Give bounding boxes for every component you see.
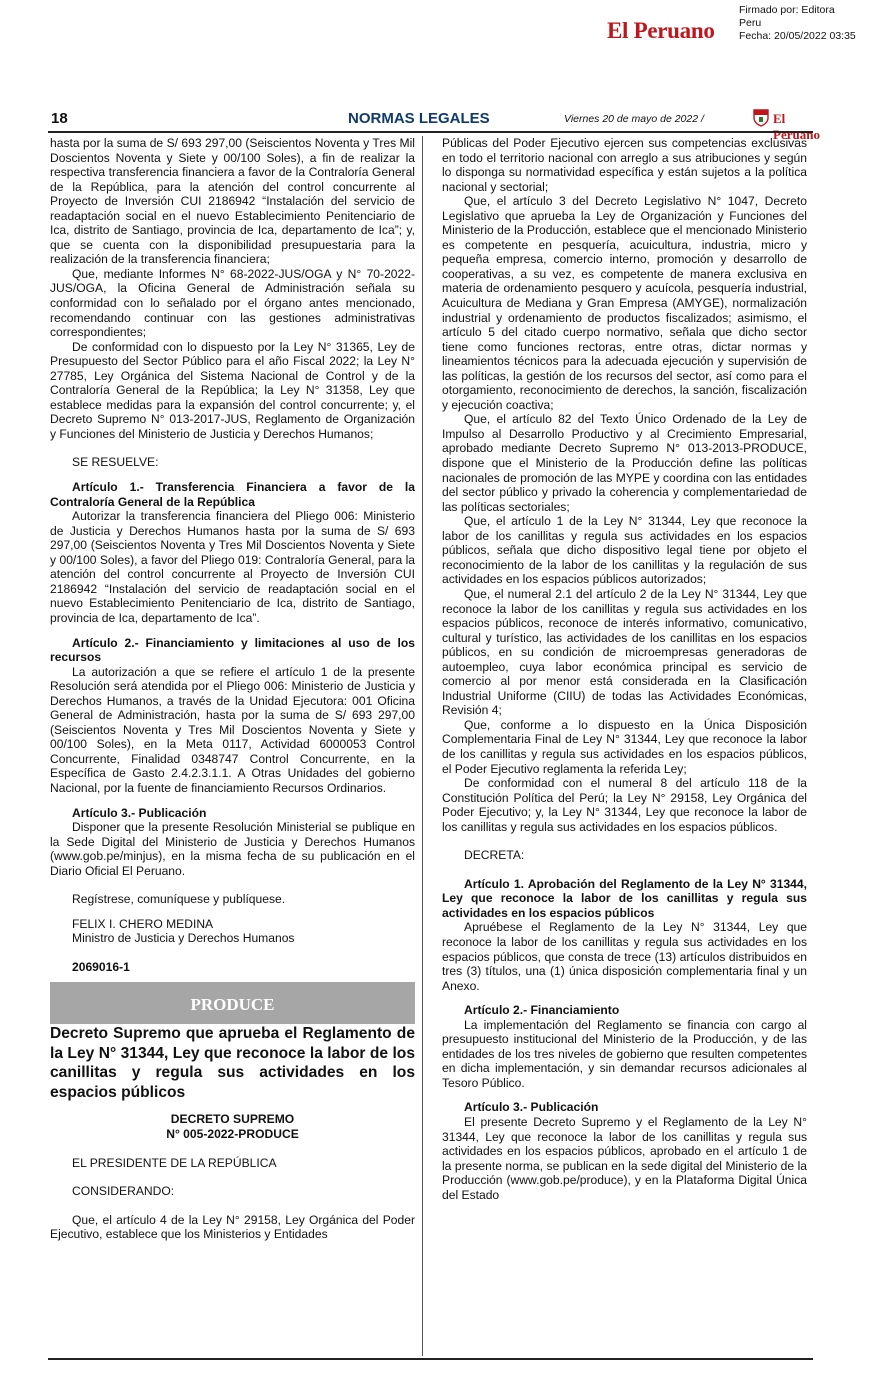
article-title: Artículo 3.- Publicación: [72, 805, 207, 820]
paragraph: Que, el artículo 4 de la Ley N° 29158, Ley Orgánica del Poder Ejecutivo, establece que los Ministerios y Entidades: [50, 1212, 415, 1242]
paragraph: hasta por la suma de S/ 693 297,00 (Seiscientos Noventa y Tres Mil Doscientos Noventa y Siete y 00/100 Soles), a fin de realizar la respectiva transferencia financiera a favor de la Contraloría General de la República, para la atención del control concurrente al Proyecto de Inversión CUI 2186942 “Instalación del servicio de readaptación social en el nuevo Establecimiento Penitenciario de Ica, distrito de Santiago, provincia de Ica, departamento de Ica”; y, que se cuenta con la disponibilidad presupuestaria para la realización de la transferencia financiera;: [50, 136, 415, 267]
column-divider: [422, 136, 423, 1356]
footer-rule: [48, 1358, 813, 1360]
signature-line: Peru: [739, 17, 762, 29]
signer-role: Ministro de Justicia y Derechos Humanos: [72, 931, 295, 946]
issue-date: Viernes 20 de mayo de 2022 /: [564, 113, 704, 125]
paragraph: La implementación del Reglamento se financia con cargo al presupuesto institucional del Ministerio de la Producción, y de las entidades de los tres niveles de gobierno que resulten competentes en dicha implementación, y sin demandar recursos adicionales al Tesoro Público.: [442, 1017, 807, 1090]
paragraph: Que, mediante Informes N° 68-2022-JUS/OGA y N° 70-2022-JUS/OGA, la Oficina General de Administración señala su conformidad con lo señalado por el órgano antes mencionado, recomendando continuar con las gestiones administrativas correspondientes;: [50, 266, 415, 340]
page-number: 18: [51, 110, 68, 127]
paragraph: Disponer que la presente Resolución Ministerial se publique en la Sede Digital del Ministerio de Justicia y Derechos Humanos (www.gob.pe/minjus), en la misma fecha de su publicación en el Diario Oficial El Peruano.: [50, 820, 415, 878]
paragraph: Apruébese el Reglamento de la Ley N° 31344, Ley que reconoce la labor de los canillitas y regula sus actividades en los espacios públicos, que consta de trece (13) artículos distribuidos en tres (3) títulos, una (1) única disposición complementaria final y un Anexo.: [442, 920, 807, 993]
signature-line: Fecha: 20/05/2022 03:35: [739, 30, 856, 42]
article-title: Artículo 2.- Financiamiento: [464, 1003, 620, 1018]
decree-number: N° 005-2022-PRODUCE: [166, 1126, 299, 1141]
sector-banner: PRODUCE: [50, 982, 415, 1024]
paragraph: Autorizar la transferencia financiera del Pliego 006: Ministerio de Justicia y Derechos Humanos hasta por la suma de S/ 693 297,00 (Seiscientos Noventa y Tres Mil Doscientos Noventa y Siete y 00/100 Soles), a favor del Pliego 019: Contraloría General, para la atención del control concurrente al Proyecto de Inversión CUI 2186942 “Instalación del servicio de readaptación social en el nuevo Establecimiento Penitenciario de Ica, distrito de Santiago, provincia de Ica, departamento de Ica”.: [50, 509, 415, 625]
article-title: Artículo 1.- Transferencia Financiera a favor de la Contraloría General de la República: [50, 480, 415, 509]
paragraph: Que, el artículo 82 del Texto Único Ordenado de la Ley de Impulso al Desarrollo Productivo y al Crecimiento Empresarial, aprobado mediante Decreto Supremo N° 013-2013-PRODUCE, dispone que el Ministerio de la Producción define las políticas nacionales de promoción de las MYPE y coordina con las entidades del sector público y privado la coherencia y complementariedad de las políticas sectoriales;: [442, 412, 807, 514]
paragraph: Que, el numeral 2.1 del artículo 2 de la Ley N° 31344, Ley que reconoce la labor de los canillitas y regula sus actividades en los espacios públicos, reconoce de interés informativo, comunicativo, cultural y turístico, las actividades de los canillitas en los espacios públicos, en su condición de microempresas generadoras de autoempleo, cuya labor económica principal es servicio de comercio al por menor está considerada en la Clasificación Industrial Uniforme (CIIU) de todas las Actividades Económicas, Revisión 4;: [442, 586, 807, 718]
section-title: NORMAS LEGALES: [348, 110, 490, 127]
page-header: [48, 108, 820, 142]
coat-of-arms-icon: [753, 109, 769, 127]
resolve-heading: SE RESUELVE:: [72, 455, 159, 470]
header-rule: [48, 131, 813, 133]
paragraph: La autorización a que se refiere el artículo 1 de la presente Resolución será atendida por el Pliego 006: Ministerio de Justicia y Derechos Humanos, a través de la Unidad Ejecutora: 001 Oficina General de Administración, hasta por la suma de S/ 693 297,00 (Seiscientos Noventa y Tres Mil Doscientos Noventa y Siete y 00/100 Soles), en la Meta 0117, Actividad 6000053 Control Concurrente, Finalidad 0348747 Control Concurrente, en la Específica de Gasto 2.4.2.3.1.1. A Otras Unidades del gobierno Nacional, por la fuente de financiamiento Recursos Ordinarios.: [50, 664, 415, 795]
publication-code: 2069016-1: [72, 959, 130, 974]
digital-signature: [739, 4, 856, 43]
article-title: Artículo 3.- Publicación: [464, 1100, 599, 1115]
decree-label: DECRETO SUPREMO: [170, 1112, 295, 1127]
president-heading: EL PRESIDENTE DE LA REPÚBLICA: [72, 1155, 277, 1170]
closing-formula: Regístrese, comuníquese y publíquese.: [72, 892, 286, 907]
paragraph: Que, el artículo 1 de la Ley N° 31344, Ley que reconoce la labor de los canillitas y regula sus actividades en los espacios públicos, señala que dicho dispositivo legal tiene por objeto el reconocimiento de la labor de los canillitas y la regulación de sus actividades en los espacios públicos autorizados;: [442, 514, 807, 587]
paragraph: Públicas del Poder Ejecutivo ejercen sus competencias exclusivas en todo el territorio nacional con arreglo a sus atribuciones y según lo disponga su normatividad específica y están sujetos a la política nacional y sectorial;: [442, 136, 807, 194]
document-title: Decreto Supremo que aprueba el Reglamento de la Ley N° 31344, Ley que reconoce la labor de los canillitas y regula sus actividades en los espacios públicos: [50, 1025, 415, 1101]
brand-name: El Peruano: [773, 111, 820, 142]
considerando-heading: CONSIDERANDO:: [72, 1184, 175, 1199]
signature-line: Firmado por: Editora: [739, 4, 835, 16]
paragraph: Que, conforme a lo dispuesto en la Única Disposición Complementaria Final de Ley N° 31344, Ley que reconoce la labor de los canillitas y regula sus actividades en los espacios públicos, el Poder Ejecutivo reglamenta la referida Ley;: [442, 717, 807, 776]
article-title: Artículo 2.- Financiamiento y limitaciones al uso de los recursos: [50, 635, 415, 665]
article-title: Artículo 1. Aprobación del Reglamento de la Ley N° 31344, Ley que reconoce la labor de los canillitas y regula sus actividades en los espacios públicos: [442, 876, 807, 920]
paragraph: Que, el artículo 3 del Decreto Legislativo N° 1047, Decreto Legislativo que aprueba la Ley de Organización y Funciones del Ministerio de la Producción, establece que el mencionado Ministerio es competente en pesquería, acuicultura, industria, micro y pequeña empresa, comercio interno, promoción y desarrollo de cooperativas, a su vez, es competente de manera exclusiva en materia de ordenamiento pesquero y acuícola, pesquería industrial, Acuicultura de Mediana y Gran Empresa (AMYGE), normalización industrial y ordenamiento de productos fiscalizados; asimismo, el artículo 5 del citado cuerpo normativo, señala que dicho sector tiene como funciones rectoras, entre otras, dictar normas y lineamientos técnicos para la adecuada ejecución y supervisión de las políticas, la gestión de los recursos del sector, así como para el otorgamiento, reconocimiento de derechos, la sanción, fiscalización y ejecución coactiva;: [442, 194, 807, 412]
paragraph: De conformidad con el numeral 8 del artículo 118 de la Constitución Política del Perú; la Ley N° 29158, Ley Orgánica del Poder Ejecutivo; y, la Ley N° 31344, Ley que reconoce la labor de los canillitas y regula sus actividades en los espacios públicos.: [442, 776, 807, 834]
decreta-heading: DECRETA:: [464, 848, 525, 863]
left-column: [50, 136, 415, 1242]
paragraph: El presente Decreto Supremo y el Reglamento de la Ley N° 31344, Ley que reconoce la labor de los canillitas y regula sus actividades en los espacios públicos, aprobado en el artículo 1 de la presente norma, se publican en la sede digital del Ministerio de la Producción (www.gob.pe/produce), y en la Plataforma Digital Única del Estado: [442, 1115, 807, 1202]
el-peruano-logo: El Peruano: [607, 18, 715, 43]
signer-name: FELIX I. CHERO MEDINA: [72, 916, 214, 931]
right-column: [442, 136, 807, 1202]
paragraph: De conformidad con lo dispuesto por la Ley N° 31365, Ley de Presupuesto del Sector Público para el año Fiscal 2022; la Ley N° 27785, Ley Orgánica del Sistema Nacional de Control y de la Contraloría General de la República; la Ley N° 31358, Ley que establece medidas para la expansión del control concurrente; y, el Decreto Supremo N° 013-2017-JUS, Reglamento de Organización y Funciones del Ministerio de Justicia y Derechos Humanos;: [50, 339, 415, 441]
